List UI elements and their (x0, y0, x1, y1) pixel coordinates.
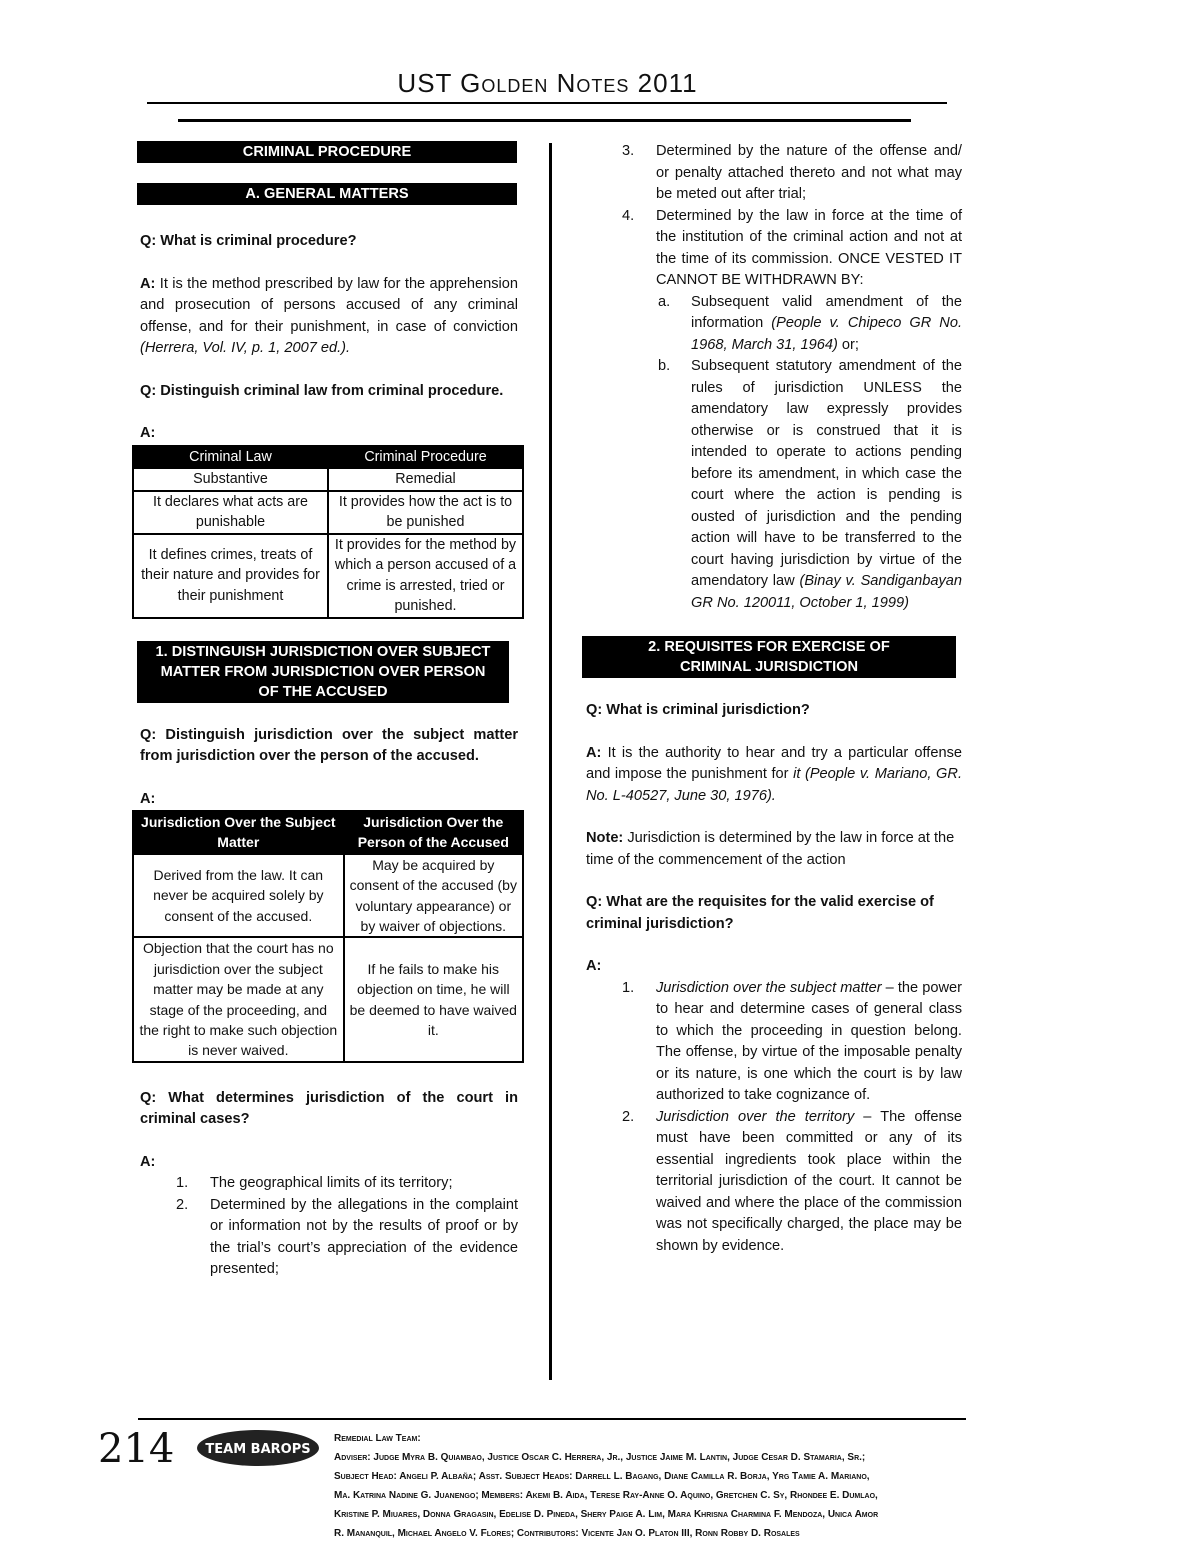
answer-6-label: A: (586, 958, 602, 974)
note-text: Jurisdiction is determined by the law in force at the time of the commencement of the action (586, 830, 955, 868)
header-rule-bottom (178, 119, 911, 122)
list-number: 3. (622, 143, 635, 159)
subsection-1-bar: 1. DISTINGUISH JURISDICTION OVER SUBJECT MATTER FROM JURISDICTION OVER PERSON OF THE ACCUSED (137, 641, 509, 703)
credit-line: R. Mananquil, Michael Angelo V. Flores; Contributors: Vicente Jan O. Platon III, Ronn Robby D. Rosales (334, 1528, 800, 1539)
credit-line: Adviser: Judge Myra B. Quiambao, Justice Oscar C. Herrera, Jr., Justice Jaime M. Lantin, Judge Cesar D. Stamaria, Sr.; (334, 1452, 866, 1463)
credit-line: Remedial Law Team: (334, 1433, 421, 1444)
answer-5-text: It is the authority to hear and try a particular offense and impose the punishment for (586, 744, 962, 782)
right-column (586, 141, 962, 1257)
jurisdiction-comparison-table (132, 810, 524, 1063)
table-cell: May be acquired by consent of the accused (by voluntary appearance) or by waiver of objections. (344, 854, 523, 938)
table-header: Criminal Law (133, 446, 328, 469)
table-header: Jurisdiction Over the Person of the Accused (344, 811, 523, 854)
question-2: Q: Distinguish criminal law from criminal procedure. (140, 382, 504, 399)
section-title-bar: CRIMINAL PROCEDURE (137, 141, 517, 163)
question-5: Q: What is criminal jurisdiction? (586, 702, 810, 718)
sub-list-item (586, 356, 962, 614)
list-text: Subsequent valid amendment of the information (691, 293, 962, 331)
page-number: 214 (98, 1426, 175, 1472)
list-number: 2. (176, 1196, 189, 1213)
answer-2-label: A: (140, 425, 156, 441)
list-text: Subsequent statutory amendment of the rules of jurisdiction UNLESS the amendatory law expressly provides otherwise or is construed that it is intended to operate to actions pending before its amendment, in which case the court where the action is pending is ousted of jurisdiction and the pending action will have to be transferred to the court having jurisdiction by virtue of the amendatory law (691, 358, 962, 589)
citation: (People v. Chipeco GR No. 1968, March 31, 1964) (691, 315, 963, 353)
table-cell: Derived from the law. It can never be acquired solely by consent of the accused. (133, 854, 344, 938)
list-item (586, 1107, 962, 1258)
list-text: Determined by the law in force at the time of the institution of the criminal action and not at the time of its commission. ONCE VESTED IT CANNOT BE WITHDRAWN BY: (656, 207, 962, 288)
question-1: Q: What is criminal procedure? (140, 233, 357, 249)
list-letter: a. (658, 293, 671, 310)
question-3: Q: Distinguish jurisdiction over the subject matter from jurisdiction over the person of the accused. (140, 726, 518, 764)
team-barops-logo (196, 1428, 321, 1468)
list-term: Jurisdiction over the territory (656, 1108, 855, 1125)
answer-1-citation: (Herrera, Vol. IV, p. 1, 2007 ed.). (140, 340, 351, 356)
answer-5-citation: it (People v. Mariano, GR. No. L-40527, June 30, 1976). (586, 766, 962, 804)
table-cell: Remedial (328, 468, 523, 491)
criminal-law-vs-procedure-table (132, 445, 524, 619)
answer-3-label: A: (140, 790, 156, 807)
table-cell: It provides how the act is to be punished (328, 491, 523, 534)
header-rule-top (147, 102, 947, 104)
list-item (586, 141, 962, 206)
table-cell: Objection that the court has no jurisdiction over the subject matter may be made at any stage of the proceeding, and the right to make such objection is never waived. (133, 937, 344, 1061)
subsection-a-bar: A. GENERAL MATTERS (137, 183, 517, 205)
table-cell: It defines crimes, treats of their nature and provides for their punishment (133, 534, 328, 618)
answer-label: A: (140, 275, 156, 292)
list-text: – the power to hear and determine cases of general class to which the proceeding in question belong. The offense, by virtue of the imposable penalty or its nature, is one which the court is by law authorized to take cognizance of. (656, 979, 962, 1103)
list-number: 4. (622, 207, 635, 224)
list-text: The geographical limits of its territory; (210, 1175, 453, 1192)
page-header-title: UST Golden Notes 2011 (397, 68, 698, 98)
credit-line: Subject Head: Angeli P. Albaña; Asst. Subject Heads: Darrell L. Bagang, Diane Camilla R. Borja, Yrg Tamie A. Mariano, (334, 1471, 870, 1482)
note-label: Note: (586, 830, 624, 846)
question-4: Q: What determines jurisdiction of the court in criminal cases? (140, 1089, 518, 1128)
list-text: – The offense must have been committed or any of its essential ingredients took place within the territorial jurisdiction of the court. It cannot be waived and where the place of the commission was not specifically charged, the place may be shown by evidence. (656, 1108, 962, 1254)
citation: (Binay v. Sandiganbayan GR No. 120011, October 1, 1999) (691, 573, 962, 611)
sub-list-item (586, 292, 962, 357)
answer-5 (586, 743, 962, 808)
list-text: Determined by the allegations in the complaint or information not by the results of proof or by the trial’s court’s appreciation of the evidence presented; (210, 1196, 518, 1278)
credit-line: Kristine P. Miuares, Donna Gragasin, Edelise D. Pineda, Shery Paige A. Lim, Mara Khrisna Charmina F. Mendoza, Unica Amor (334, 1509, 879, 1520)
table-cell: Substantive (133, 468, 328, 491)
answer-label: A: (586, 744, 602, 761)
list-item (140, 1173, 518, 1195)
question-6: Q: What are the requisites for the valid exercise of criminal jurisdiction? (586, 894, 934, 932)
list-text-tail: or; (837, 336, 859, 353)
table-cell: If he fails to make his objection on time, he will be deemed to have waived it. (344, 937, 523, 1061)
table-header: Criminal Procedure (328, 446, 523, 469)
list-number: 1. (176, 1175, 189, 1192)
answer-1-text: It is the method prescribed by law for the apprehension and prosecution of persons accused of any criminal offense, and for their punishment, in case of conviction (140, 275, 518, 335)
list-text: Determined by the nature of the offense and/ or penalty attached thereto and not what may be meted out after trial; (656, 143, 962, 202)
list-letter: b. (658, 358, 671, 374)
credit-line: Ma. Katrina Nadine G. Juanengo; Members: Akemi B. Aida, Terese Ray-Anne O. Aquino, Gretchen C. Sy, Rhondee E. Dumlao, (334, 1490, 878, 1501)
table-header: Jurisdiction Over the Subject Matter (133, 811, 344, 854)
column-divider (549, 143, 552, 1380)
table-cell: It declares what acts are punishable (133, 491, 328, 534)
footer-rule (138, 1418, 966, 1420)
list-item (140, 1195, 518, 1281)
list-number: 1. (622, 979, 635, 996)
list-item (586, 206, 962, 292)
svg-text:TEAM BAROPS: TEAM BAROPS (205, 1442, 311, 1457)
left-column (140, 141, 518, 1281)
footer-credits (334, 1429, 994, 1543)
list-number: 2. (622, 1108, 635, 1125)
table-cell: It provides for the method by which a person accused of a crime is arrested, tried or punished. (328, 534, 523, 618)
subsection-2-bar: 2. REQUISITES FOR EXERCISE OF CRIMINAL JURISDICTION (582, 636, 956, 678)
answer-1 (140, 274, 518, 360)
note (586, 828, 962, 871)
list-item (586, 978, 962, 1107)
list-term: Jurisdiction over the subject matter (656, 979, 882, 996)
answer-4-label: A: (140, 1153, 156, 1170)
